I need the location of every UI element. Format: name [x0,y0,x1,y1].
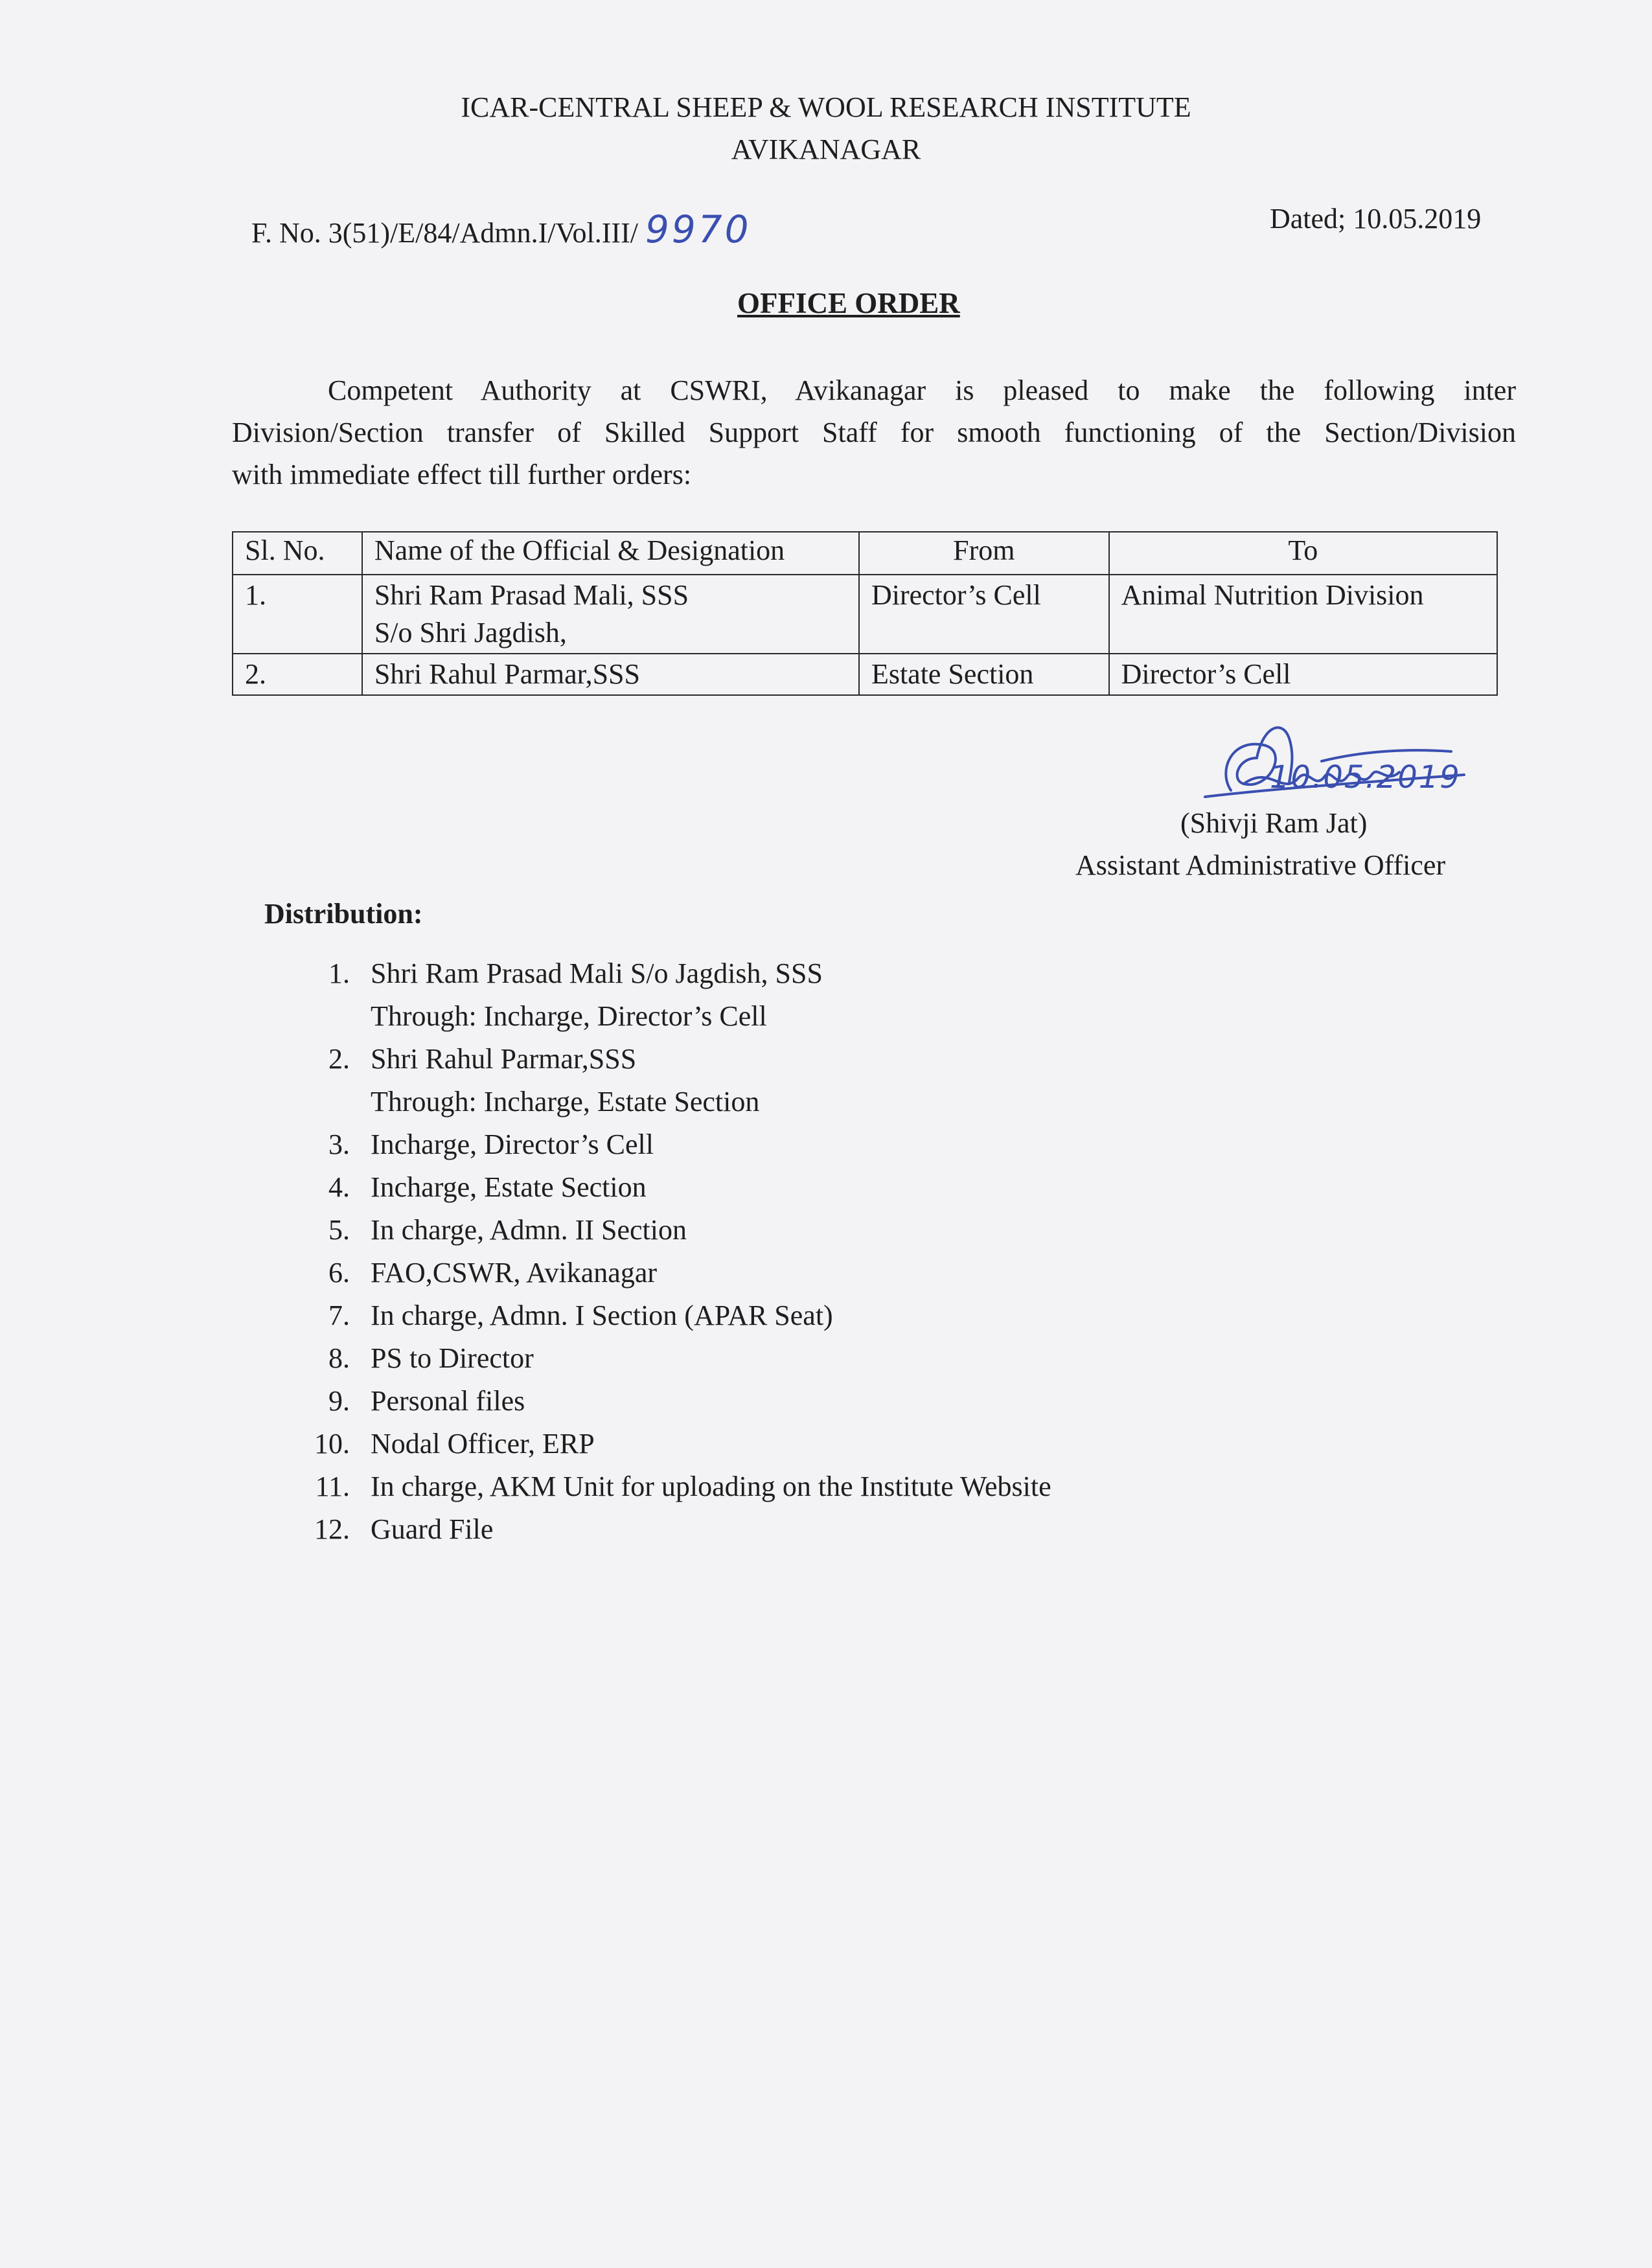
list-item-text: Shri Ram Prasad Mali S/o Jagdish, SSS [371,957,823,989]
header-from: From [859,532,1109,575]
header-sl-no: Sl. No. [233,532,362,575]
order-body [232,369,1516,496]
list-item [292,1294,1051,1337]
list-item-text: In charge, Admn. I Section (APAR Seat) [371,1300,833,1331]
handwritten-number: 9970 [645,207,751,251]
row-name-line-1: Shri Ram Prasad Mali, SSS [374,579,689,611]
body-line-3: with immediate effect till further orders: [232,459,692,490]
list-item [292,1337,1051,1380]
list-item [292,1038,1051,1123]
table-header-row [233,532,1497,575]
institute-location: AVIKANAGAR [731,133,921,165]
row-name [362,575,859,654]
list-item [292,1252,1051,1294]
list-item-subtext: Through: Incharge, Estate Section [371,1086,760,1117]
list-item-number: 1. [328,957,350,989]
body-line-2: Division/Section transfer of Skilled Support Staff for smooth functioning of the Section/Division [232,417,1516,448]
institute-name: ICAR-CENTRAL SHEEP & WOOL RESEARCH INSTITUTE [461,91,1191,123]
list-item [292,1166,1051,1209]
list-item-number: 9. [328,1385,350,1417]
distribution-heading: Distribution: [264,898,423,930]
list-item-number: 4. [328,1171,350,1203]
list-item-text: In charge, AKM Unit for uploading on the Institute Website [371,1471,1051,1502]
list-item-subtext: Through: Incharge, Director’s Cell [371,1000,767,1032]
row-from: Estate Section [859,654,1109,695]
list-item-number: 12. [314,1513,350,1545]
list-item-text: FAO,CSWR, Avikanagar [371,1257,657,1289]
list-item-number: 5. [328,1214,350,1246]
list-item-number: 2. [328,1043,350,1075]
list-item-number: 6. [328,1257,350,1289]
row-to: Director’s Cell [1109,654,1497,695]
list-item-text: Shri Rahul Parmar,SSS [371,1043,637,1075]
distribution-list [292,952,1051,1551]
row-name-line-2: S/o Shri Jagdish, [374,617,567,648]
list-item-number: 8. [328,1342,350,1374]
list-item [292,1423,1051,1465]
signature-date: 10.05.2019 [1270,759,1461,796]
file-number [251,207,751,251]
row-sl: 1. [233,575,362,654]
header-to: To [1109,532,1497,575]
list-item [292,1508,1051,1551]
order-date: Dated; 10.05.2019 [1270,203,1482,235]
row-sl: 2. [233,654,362,695]
list-item [292,952,1051,1038]
row-to: Animal Nutrition Division [1109,575,1497,654]
list-item-text: Nodal Officer, ERP [371,1428,595,1460]
header-name: Name of the Official & Designation [362,532,859,575]
list-item-number: 3. [328,1128,350,1160]
file-number-text: F. No. 3(51)/E/84/Admn.I/Vol.III/ [251,217,638,249]
list-item [292,1465,1051,1508]
table-row [233,575,1497,654]
list-item-number: 10. [314,1428,350,1460]
list-item [292,1123,1051,1166]
signatory-designation: Assistant Administrative Officer [1075,849,1446,881]
row-from: Director’s Cell [859,575,1109,654]
list-item-text: PS to Director [371,1342,534,1374]
body-line-1: Competent Authority at CSWRI, Avikanagar is pleased to make the following inter [328,374,1516,406]
list-item [292,1209,1051,1252]
list-item-text: Personal files [371,1385,525,1417]
transfer-table [232,531,1498,696]
list-item-text: Incharge, Director’s Cell [371,1128,654,1160]
list-item-text: Incharge, Estate Section [371,1171,647,1203]
signatory-name: (Shivji Ram Jat) [1180,807,1368,839]
list-item-number: 7. [328,1300,350,1331]
list-item-number: 11. [315,1471,350,1502]
list-item-text: Guard File [371,1513,494,1545]
row-name: Shri Rahul Parmar,SSS [362,654,859,695]
list-item [292,1380,1051,1423]
list-item-text: In charge, Admn. II Section [371,1214,687,1246]
page-title: OFFICE ORDER [737,287,960,319]
table-row [233,654,1497,695]
